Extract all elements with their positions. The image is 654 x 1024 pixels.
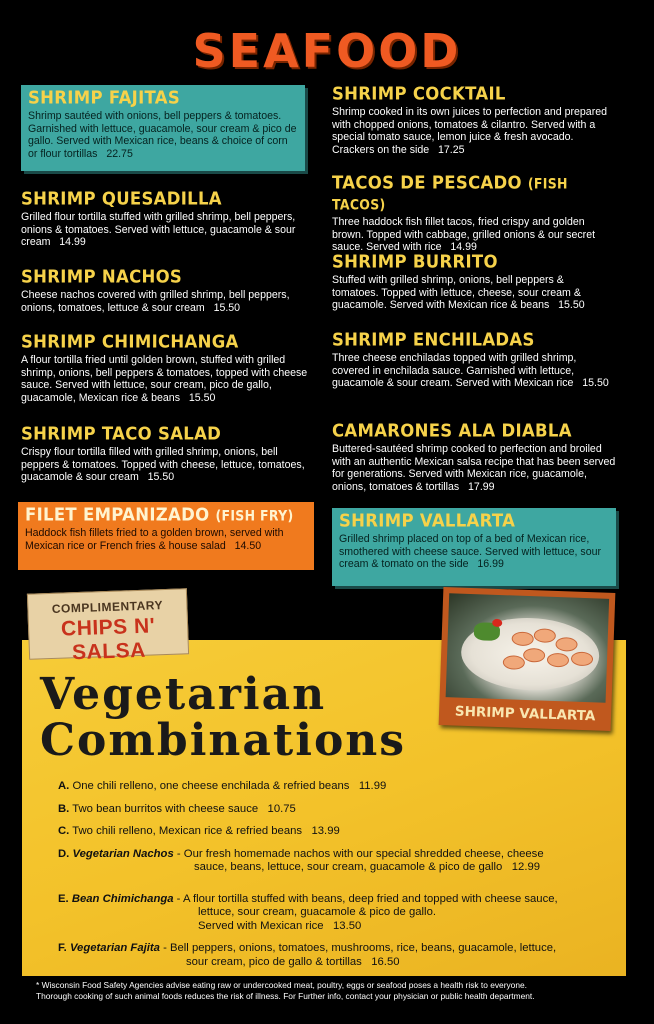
item-name: SHRIMP CHIMICHANGA: [21, 331, 239, 352]
menu-item-shrimp-burrito: [332, 253, 612, 312]
item-desc: Three haddock fish fillet tacos, fried crispy and golden brown. Topped with cabbage, grilled onions & our secret sauce. Served with rice: [332, 216, 596, 254]
item-name: TACOS DE PESCADO: [332, 172, 522, 194]
item-price: 14.50: [234, 539, 262, 552]
item-desc: Grilled flour tortilla stuffed with grilled shrimp, bell peppers, onions & tomatoes. Served with lettuce, guacamole & sour cream: [21, 211, 296, 249]
item-desc: Shrimp cooked in its own juices to perfection and prepared with chopped onions, tomatoes & cilantro. Served with a special tomato sauce, lemon juice & fresh avocado. Crackers on the side: [332, 106, 608, 156]
item-name: SHRIMP FAJITAS: [28, 87, 181, 108]
item-price: 15.50: [582, 377, 609, 390]
item-price: 16.99: [477, 558, 504, 571]
veg-title-line1: Vegetarian: [40, 669, 327, 720]
menu-item-shrimp-nachos: [21, 268, 321, 314]
item-desc: Buttered-sautéed shrimp cooked to perfection and broiled with an authentic Mexican salsa recipe that has been served for generations. Served with Mexican rice, guacamole, onions, tomatoes & tortillas: [332, 443, 616, 493]
veg-item-d: D. Vegetarian Nachos - Our fresh homemade nachos with our special shredded cheese, cheese sauce, beans, lettuce, sour cream, guacamole & pico de gallo 12.99: [58, 847, 544, 873]
item-name: SHRIMP TACO SALAD: [21, 423, 222, 444]
item-price: 15.50: [188, 391, 216, 404]
item-desc: A flour tortilla fried until golden brown, stuffed with grilled shrimp, onions, bell peppers & tomatoes, topped with cheese sauce. Served with lettuce, sour cream, pico de gallo, guacamole, Mexican rice & beans: [21, 354, 308, 404]
item-desc: Crispy flour tortilla filled with grilled shrimp, onions, bell peppers & tomatoes. Topped with cheese, lettuce, tomatoes, guacamole & sour cream: [21, 446, 305, 484]
item-price: 16.50: [371, 955, 400, 968]
vegetarian-title: [40, 669, 407, 766]
footnote-line2: Thorough cooking of such animal foods reduces the risk of illness. For Further info, contact your physician or public health department.: [36, 990, 535, 1001]
veg-item-c: C. Two chili relleno, Mexican rice & refried beans 13.99: [58, 825, 340, 837]
item-price: 17.25: [438, 143, 465, 156]
item-name: SHRIMP QUESADILLA: [21, 188, 222, 209]
complimentary-chips-sign: [27, 588, 189, 665]
food-image: [446, 593, 610, 703]
item-price: 11.99: [358, 780, 387, 792]
item-name: CAMARONES ALA DIABLA: [332, 420, 572, 441]
menu-item-shrimp-cocktail: [332, 85, 612, 156]
vegetarian-list: [58, 780, 618, 978]
item-price: 17.99: [468, 480, 495, 493]
item-price: 15.50: [558, 299, 585, 312]
item-price: 15.50: [213, 301, 241, 314]
item-price: 14.99: [59, 236, 86, 249]
item-price: 13.50: [333, 919, 362, 932]
item-name: SHRIMP COCKTAIL: [332, 83, 506, 104]
menu-item-filet-empanizado: [18, 502, 314, 570]
item-name: FILET EMPANIZADO: [25, 504, 210, 525]
item-name: SHRIMP ENCHILADAS: [332, 329, 535, 350]
item-subname: (FISH TACOS): [332, 175, 568, 213]
item-desc: Haddock fish fillets fried to a golden brown, served with Mexican rice or French fries & house salad: [25, 527, 284, 552]
item-desc: Shrimp sautéed with onions, bell peppers & tomatoes. Garnished with lettuce, guacamole, sour cream & pico de gallo. Served with Mexican rice, beans & choice of corn or flour tortillas: [28, 110, 297, 160]
veg-item-b: B. Two bean burritos with cheese sauce 10.75: [58, 802, 296, 815]
veg-item-e: E. Bean Chimichanga - A flour tortilla stuffed with beans, deep fried and topped with cheese sauce, lettuce, sour cream, guacamole & pico de gallo. Served with Mexican rice 13.50: [58, 892, 558, 932]
veg-item-a: A. One chili relleno, one cheese enchilada & refried beans 11.99: [58, 780, 387, 792]
footnote-line1: * Wisconsin Food Safety Agencies advise eating raw or undercooked meat, poultry, eggs or seafood poses a health risk to everyone.: [36, 980, 527, 990]
chips-line1: COMPLIMENTARY: [51, 598, 164, 616]
menu-item-shrimp-vallarta: [332, 508, 616, 586]
veg-title-line2: Combinations: [40, 715, 407, 766]
menu-item-shrimp-chimichanga: [21, 333, 313, 404]
page-title: SEAFOOD: [192, 24, 462, 78]
item-price: 13.99: [311, 825, 340, 837]
shrimp-vallarta-photo: [439, 587, 616, 731]
item-price: 22.75: [106, 147, 133, 160]
veg-item-f: F. Vegetarian Fajita - Bell peppers, onions, tomatoes, mushrooms, rice, beans, guacamole, lettuce, sour cream, pico de gallo & tortillas 16.50: [58, 942, 557, 968]
item-name: SHRIMP BURRITO: [332, 251, 498, 272]
menu-item-shrimp-taco-salad: [21, 425, 313, 484]
item-subname: (FISH FRY): [215, 507, 294, 524]
item-desc: Cheese nachos covered with grilled shrimp, bell peppers, onions, tomatoes, lettuce & sour cream: [21, 289, 290, 314]
menu-item-camarones-ala-diabla: [332, 422, 618, 493]
chips-line2: CHIPS N' SALSA: [60, 614, 156, 665]
item-price: 14.99: [450, 241, 477, 254]
item-desc: Grilled shrimp placed on top of a bed of Mexican rice, smothered with cheese sauce. Served with lettuce, sour cream & tomato on the side: [339, 533, 602, 571]
photo-caption: SHRIMP VALLARTA: [454, 703, 596, 725]
item-desc: Stuffed with grilled shrimp, onions, bell peppers & tomatoes. Topped with lettuce, cheese, sour cream & guacamole. Served with Mexican rice & beans: [332, 274, 581, 312]
menu-item-shrimp-quesadilla: [21, 190, 311, 249]
item-price: 12.99: [511, 861, 541, 873]
menu-item-shrimp-fajitas: [21, 85, 305, 171]
food-safety-footnote: [36, 980, 626, 1001]
menu-item-tacos-de-pescado: [332, 172, 614, 254]
item-name: SHRIMP VALLARTA: [339, 510, 516, 531]
item-desc: Three cheese enchiladas topped with grilled shrimp, covered in enchilada sauce. Garnished with lettuce, guacamole & sour cream. Served with Mexican rice: [332, 352, 577, 390]
item-name: SHRIMP NACHOS: [21, 266, 183, 287]
item-price: 10.75: [267, 802, 296, 815]
item-price: 15.50: [147, 471, 175, 484]
menu-item-shrimp-enchiladas: [332, 331, 610, 390]
